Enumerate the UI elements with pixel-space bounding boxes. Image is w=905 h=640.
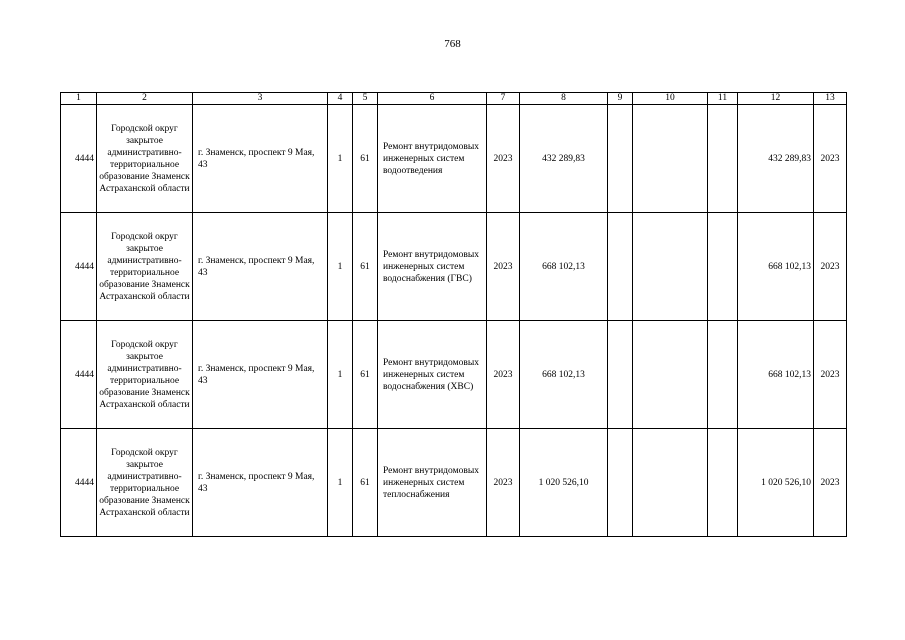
municipality-cell: Городской округ закрытое административно-территориальное образование Знаменск Астраханской области — [97, 321, 193, 429]
completion-year-cell: 2023 — [814, 429, 847, 537]
col5-cell: 61 — [353, 213, 378, 321]
work-type-cell: Ремонт внутридомовых инженерных систем водоснабжения (ХВС) — [378, 321, 487, 429]
col10-cell — [633, 213, 708, 321]
table-row — [61, 321, 847, 429]
col11-cell — [708, 213, 738, 321]
col10-cell — [633, 321, 708, 429]
column-header: 4 — [328, 93, 353, 105]
address-cell: г. Знаменск, проспект 9 Мая, 43 — [193, 429, 328, 537]
row-id-cell: 4444 — [61, 105, 97, 213]
column-header: 9 — [608, 93, 633, 105]
column-header: 1 — [61, 93, 97, 105]
col9-cell — [608, 429, 633, 537]
column-header: 6 — [378, 93, 487, 105]
col9-cell — [608, 213, 633, 321]
total-cost-cell: 1 020 526,10 — [738, 429, 814, 537]
municipality-cell: Городской округ закрытое административно-территориальное образование Знаменск Астраханской области — [97, 429, 193, 537]
total-cost-cell: 668 102,13 — [738, 321, 814, 429]
col9-cell — [608, 105, 633, 213]
cost-cell: 668 102,13 — [520, 213, 608, 321]
work-type-cell: Ремонт внутридомовых инженерных систем водоотведения — [378, 105, 487, 213]
year-cell: 2023 — [487, 321, 520, 429]
col4-cell: 1 — [328, 321, 353, 429]
col4-cell: 1 — [328, 213, 353, 321]
col11-cell — [708, 429, 738, 537]
completion-year-cell: 2023 — [814, 105, 847, 213]
column-header: 3 — [193, 93, 328, 105]
col10-cell — [633, 429, 708, 537]
column-header: 2 — [97, 93, 193, 105]
cost-cell: 432 289,83 — [520, 105, 608, 213]
completion-year-cell: 2023 — [814, 213, 847, 321]
col4-cell: 1 — [328, 105, 353, 213]
work-type-cell: Ремонт внутридомовых инженерных систем теплоснабжения — [378, 429, 487, 537]
col4-cell: 1 — [328, 429, 353, 537]
year-cell: 2023 — [487, 429, 520, 537]
col5-cell: 61 — [353, 429, 378, 537]
address-cell: г. Знаменск, проспект 9 Мая, 43 — [193, 321, 328, 429]
year-cell: 2023 — [487, 213, 520, 321]
table-row — [61, 429, 847, 537]
column-header: 5 — [353, 93, 378, 105]
table-row — [61, 213, 847, 321]
address-cell: г. Знаменск, проспект 9 Мая, 43 — [193, 105, 328, 213]
row-id-cell: 4444 — [61, 429, 97, 537]
completion-year-cell: 2023 — [814, 321, 847, 429]
col10-cell — [633, 105, 708, 213]
col5-cell: 61 — [353, 105, 378, 213]
row-id-cell: 4444 — [61, 213, 97, 321]
col5-cell: 61 — [353, 321, 378, 429]
total-cost-cell: 432 289,83 — [738, 105, 814, 213]
repair-schedule-table — [60, 92, 847, 537]
column-header: 7 — [487, 93, 520, 105]
col11-cell — [708, 321, 738, 429]
table-row — [61, 105, 847, 213]
column-number-header-row — [61, 93, 847, 105]
page-number: 768 — [444, 38, 461, 50]
address-cell: г. Знаменск, проспект 9 Мая, 43 — [193, 213, 328, 321]
column-header: 11 — [708, 93, 738, 105]
row-id-cell: 4444 — [61, 321, 97, 429]
work-type-cell: Ремонт внутридомовых инженерных систем водоснабжения (ГВС) — [378, 213, 487, 321]
year-cell: 2023 — [487, 105, 520, 213]
column-header: 10 — [633, 93, 708, 105]
col11-cell — [708, 105, 738, 213]
column-header: 13 — [814, 93, 847, 105]
cost-cell: 1 020 526,10 — [520, 429, 608, 537]
municipality-cell: Городской округ закрытое административно-территориальное образование Знаменск Астраханской области — [97, 213, 193, 321]
col9-cell — [608, 321, 633, 429]
cost-cell: 668 102,13 — [520, 321, 608, 429]
column-header: 12 — [738, 93, 814, 105]
municipality-cell: Городской округ закрытое административно-территориальное образование Знаменск Астраханской области — [97, 105, 193, 213]
total-cost-cell: 668 102,13 — [738, 213, 814, 321]
column-header: 8 — [520, 93, 608, 105]
